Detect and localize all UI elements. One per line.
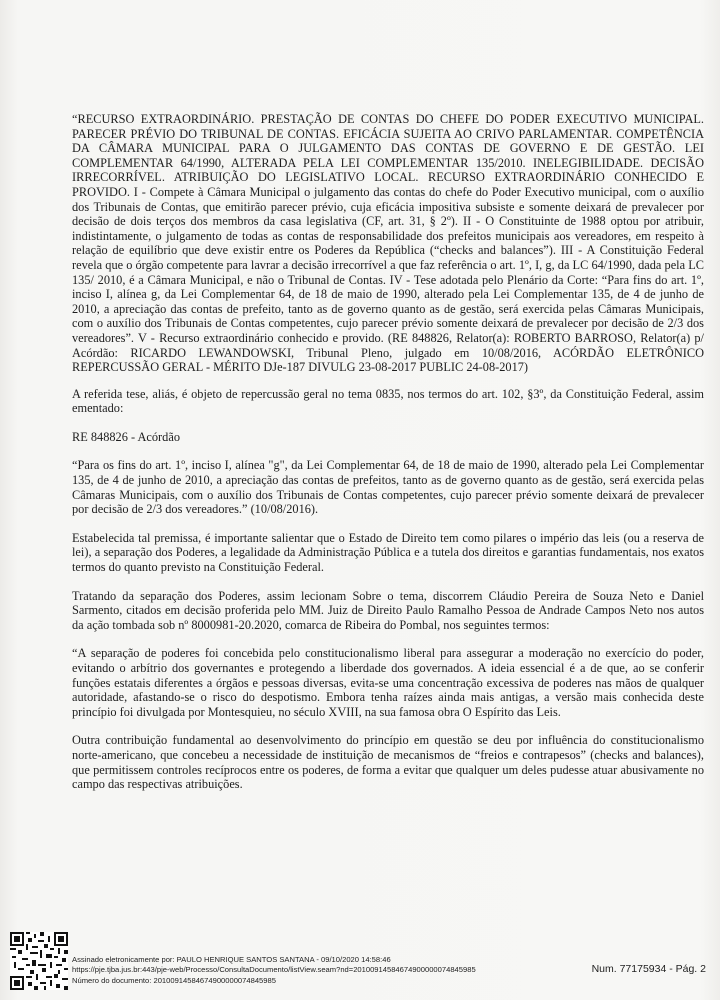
document-url-link[interactable]: https://pje.tjba.jus.br:443/pje-web/Processo/ConsultaDocumento/listView.seam?nd=20100914584674900000074845985 <box>72 965 476 975</box>
re-quote-paragraph: “Para os fins do art. 1º, inciso I, alínea "g", da Lei Complementar 64, de 18 de maio de 1990, alterado pela Lei Complementar 135, de 4 de junho de 2010, a apreciação das contas de prefeitos, tanto as de governo quanto as de gestão, será exercida pelas Câmaras Municipais, com o auxílio dos Tribunais de Contas competentes, cujo parecer prévio somente deixará de prevalecer por decisão de 2/3 dos vereadores.” (10/08/2016). <box>72 458 704 517</box>
signature-info <box>72 955 502 986</box>
page-number: Num. 77175934 - Pág. 2 <box>591 963 706 975</box>
signature-footer <box>0 930 720 1000</box>
signed-by-line: Assinado eletronicamente por: PAULO HENRIQUE SANTOS SANTANA - 09/10/2020 14:58:46 <box>72 955 391 964</box>
document-body <box>72 112 704 806</box>
separation-quote-paragraph: “A separação de poderes foi concebida pelo constitucionalismo liberal para assegurar a moderação no exercício do poder, evitando o arbítrio dos governantes e protegendo a liberdade dos governados. A ideia essencial é a de que, ao se conferir funções estatais diferentes a órgãos e pessoas diversas, evita-se uma concentração excessiva de poderes nas mãos de qualquer autoridade, afastando-se o risco do despotismo. Embora tenha raízes ainda mais antigas, a versão mais conhecida deste princípio foi divulgada por Montesquieu, no século XVIII, na sua famosa obra O Espírito das Leis. <box>72 646 704 719</box>
re-title: RE 848826 - Acórdão <box>72 429 180 444</box>
lead-paragraph: A referida tese, aliás, é objeto de repercussão geral no tema 0835, nos termos do art. 102, §3º, da Constituição Federal, assim ementado: <box>72 386 704 416</box>
document-number-line: Número do documento: 20100914584674900000074845985 <box>72 975 276 985</box>
premise-paragraph: Estabelecida tal premissa, é importante salientar que o Estado de Direito tem como pilares o império das leis (ou a reserva de lei), a separação dos Poderes, a legalidade da Administração Pública e a tutela dos direitos e garantias fundamentais, nos exatos termos do quanto previsto na Constituição Federal. <box>72 530 704 575</box>
separation-intro-paragraph: Tratando da separação dos Poderes, assim lecionam Sobre o tema, discorrem Cláudio Pereira de Souza Neto e Daniel Sarmento, citados em decisão proferida pelo MM. Juiz de Direito Paulo Ramalho Pessoa de Andrade Campos Neto nos autos da ação tombada sob nº 8000981-20.2020, comarca de Ribeira do Pombal, nos seguintes termos: <box>72 588 704 632</box>
checks-balances-paragraph: Outra contribuição fundamental ao desenvolvimento do princípio em questão se deu por influência do constitucionalismo norte-americano, que concebeu a necessidade de instituição de mecanismos de “freios e contrapesos” (checks and balances), que permitissem controles recíprocos entre os poderes, de forma a evitar que qualquer um deles pudesse atuar abusivamente no campo das respectivas atribuições. <box>72 733 704 792</box>
ementa-paragraph: “RECURSO EXTRAORDINÁRIO. PRESTAÇÃO DE CONTAS DO CHEFE DO PODER EXECUTIVO MUNICIPAL. PARECER PRÉVIO DO TRIBUNAL DE CONTAS. EFICÁCIA SUJEITA AO CRIVO PARLAMENTAR. COMPETÊNCIA DA CÂMARA MUNICIPAL PARA O JULGAMENTO DAS CONTAS DE GOVERNO E DE GESTÃO. LEI COMPLEMENTAR 64/1990, ALTERADA PELA LEI COMPLEMENTAR 135/2010. INELEGIBILIDADE. DECISÃO IRRECORRÍVEL. ATRIBUIÇÃO DO LEGISLATIVO LOCAL. RECURSO EXTRAORDINÁRIO CONHECIDO E PROVIDO. I - Compete à Câmara Municipal o julgamento das contas do chefe do Poder Executivo municipal, com o auxílio dos Tribunais de Contas, que emitirão parecer prévio, cuja eficácia impositiva subsiste e somente deixará de prevalecer por decisão de dois terços dos membros da casa legislativa (CF, art. 31, § 2º). II - O Constituinte de 1988 optou por atribuir, indistintamente, o julgamento de todas as contas de responsabilidade dos prefeitos municipais aos vereadores, em respeito à relação de equilíbrio que deve existir entre os Poderes da República (“checks and balances”). III - A Constituição Federal revela que o órgão competente para lavrar a decisão irrecorrível a que faz referência o art. 1º, I, g, da LC 64/1990, dada pela LC 135/ 2010, é a Câmara Municipal, e não o Tribunal de Contas. IV - Tese adotada pelo Plenário da Corte: “Para fins do art. 1º, inciso I, alínea g, da Lei Complementar 64, de 18 de maio de 1990, alterado pela Lei Complementar 135, de 4 de junho de 2010, a apreciação das contas de prefeito, tanto as de governo quanto as de gestão, será exercida pelas Câmaras Municipais, com o auxílio dos Tribunais de Contas competentes, cujo parecer prévio somente deixará de prevalecer por decisão de 2/3 dos vereadores”. V - Recurso extraordinário conhecido e provido. (RE 848826, Relator(a): ROBERTO BARROSO, Relator(a) p/ Acórdão: RICARDO LEWANDOWSKI, Tribunal Pleno, julgado em 10/08/2016, ACÓRDÃO ELETRÔNICO REPERCUSSÃO GERAL - MÉRITO DJe-187 DIVULG 23-08-2017 PUBLIC 24-08-2017) <box>72 112 704 375</box>
qr-code-icon <box>10 932 68 990</box>
